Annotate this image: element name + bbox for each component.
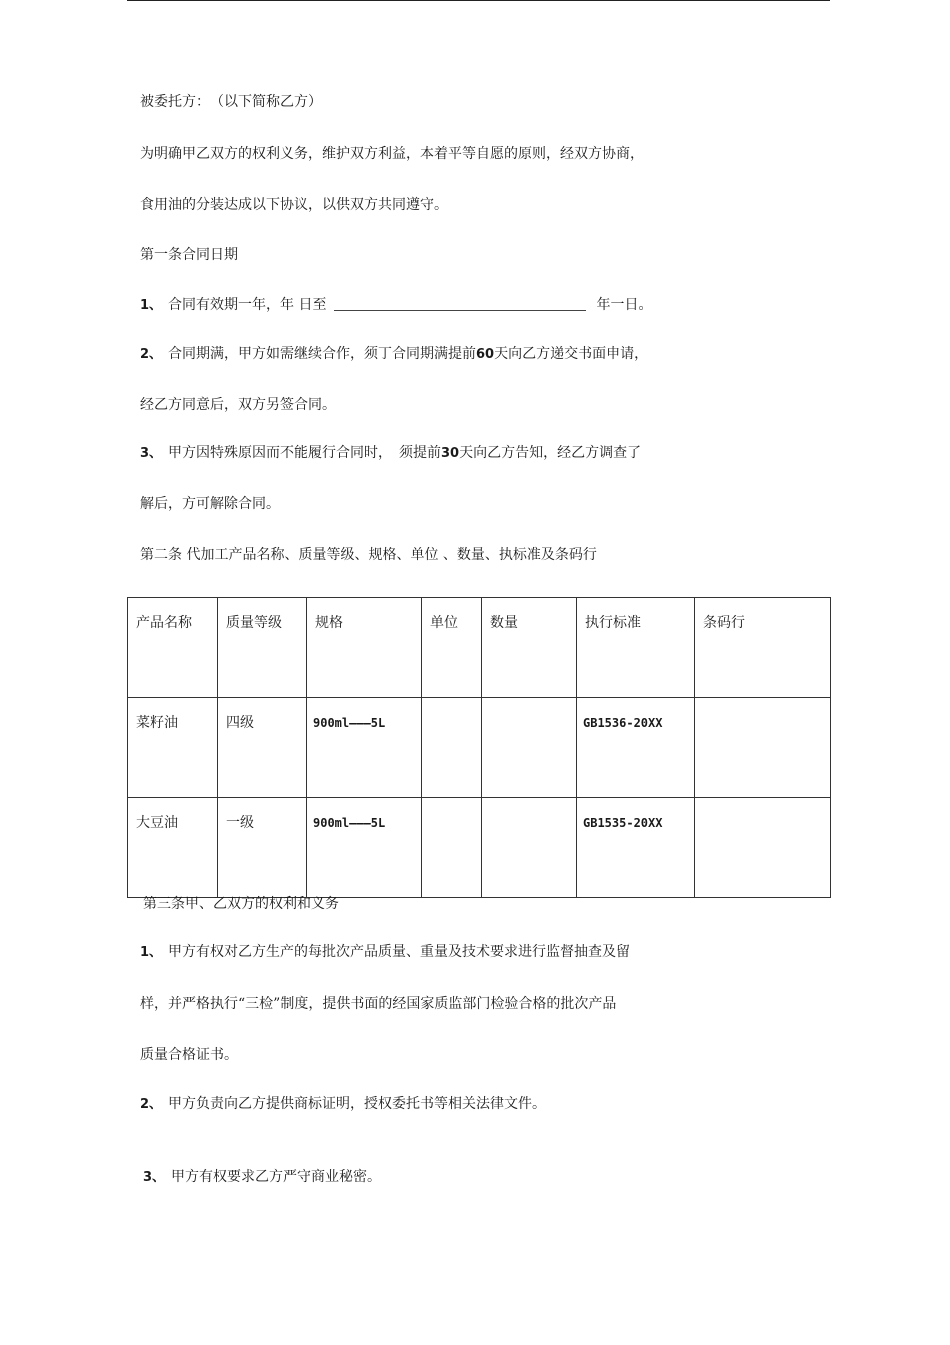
header-cell: 执行标准	[577, 598, 695, 698]
table-row	[128, 698, 831, 798]
table-cell	[482, 798, 577, 898]
table-cell	[482, 698, 577, 798]
article-3-clause-1-line-3: 质量合格证书。	[140, 1047, 238, 1063]
table-cell	[422, 798, 482, 898]
table-cell: GB1535-20XX	[577, 798, 695, 898]
clause-number: 2、	[140, 347, 163, 362]
table-header-row	[128, 598, 831, 698]
clause-text: 合同期满，甲方如需继续合作，须丁合同期满提前	[168, 346, 476, 362]
table-cell: GB1536-20XX	[577, 698, 695, 798]
table-cell: 900ml———5L	[307, 698, 422, 798]
days-value: 30	[441, 446, 460, 461]
article-1-clause-2	[140, 344, 648, 365]
clause-number: 1、	[140, 298, 163, 313]
table-cell: 大豆油	[128, 798, 218, 898]
days-value: 60	[476, 347, 495, 362]
intro-line-1: 为明确甲乙双方的权利义务，维护双方利益，本着平等自愿的原则，经双方协商，	[140, 146, 644, 162]
table-cell	[695, 698, 831, 798]
header-rule	[127, 0, 830, 1]
table-cell: 一级	[218, 798, 307, 898]
article-1-title: 第一条合同日期	[140, 247, 238, 263]
clause-number: 1、	[140, 945, 163, 960]
clause-text: 甲方有权要求乙方严守商业秘密。	[171, 1169, 381, 1185]
header-cell: 质量等级	[218, 598, 307, 698]
table-row	[128, 798, 831, 898]
clause-text-cont: 天向乙方递交书面申请，	[494, 346, 649, 362]
header-cell: 单位	[422, 598, 482, 698]
party-b-line: 被委托方： （以下简称乙方）	[140, 94, 322, 110]
table-cell: 菜籽油	[128, 698, 218, 798]
article-3-title: 第三条甲、乙双方的权利和义务	[143, 896, 339, 912]
clause-number: 3、	[140, 446, 163, 461]
table-cell	[422, 698, 482, 798]
table-cell: 四级	[218, 698, 307, 798]
clause-number: 3、	[143, 1170, 166, 1185]
article-1-clause-2-line-2: 经乙方同意后，双方另签合同。	[140, 397, 336, 413]
date-blank	[334, 296, 586, 311]
clause-text-end: 年一日。	[596, 297, 653, 313]
article-1-clause-3-line-2: 解后，方可解除合同。	[140, 496, 280, 512]
header-cell: 产品名称	[128, 598, 218, 698]
clause-number: 2、	[140, 1097, 163, 1112]
header-cell: 条码行	[695, 598, 831, 698]
header-cell: 规格	[307, 598, 422, 698]
table-cell	[695, 798, 831, 898]
table-cell: 900ml———5L	[307, 798, 422, 898]
article-3-clause-2	[140, 1094, 546, 1115]
product-spec-table	[127, 597, 831, 898]
article-1-clause-3	[140, 443, 641, 464]
article-2-title: 第二条 代加工产品名称、质量等级、规格、单位 、数量、执标准及条码行	[140, 547, 597, 563]
clause-text: 甲方因特殊原因而不能履行合同时， 须提前	[168, 445, 441, 461]
clause-text: 合同有效期一年，年 日至	[168, 297, 327, 313]
clause-text-cont: 天向乙方告知，经乙方调查了	[459, 445, 642, 461]
header-cell: 数量	[482, 598, 577, 698]
article-1-clause-1	[140, 295, 652, 316]
article-3-clause-1-line-2: 样，并严格执行“三检”制度，提供书面的经国家质监部门检验合格的批次产品	[140, 996, 617, 1012]
article-3-clause-3	[143, 1167, 381, 1188]
clause-text: 甲方有权对乙方生产的每批次产品质量、重量及技术要求进行监督抽查及留	[168, 944, 630, 960]
clause-text: 甲方负责向乙方提供商标证明，授权委托书等相关法律文件。	[168, 1096, 546, 1112]
intro-line-2: 食用油的分装达成以下协议，以供双方共同遵守。	[140, 197, 448, 213]
article-3-clause-1	[140, 942, 630, 963]
